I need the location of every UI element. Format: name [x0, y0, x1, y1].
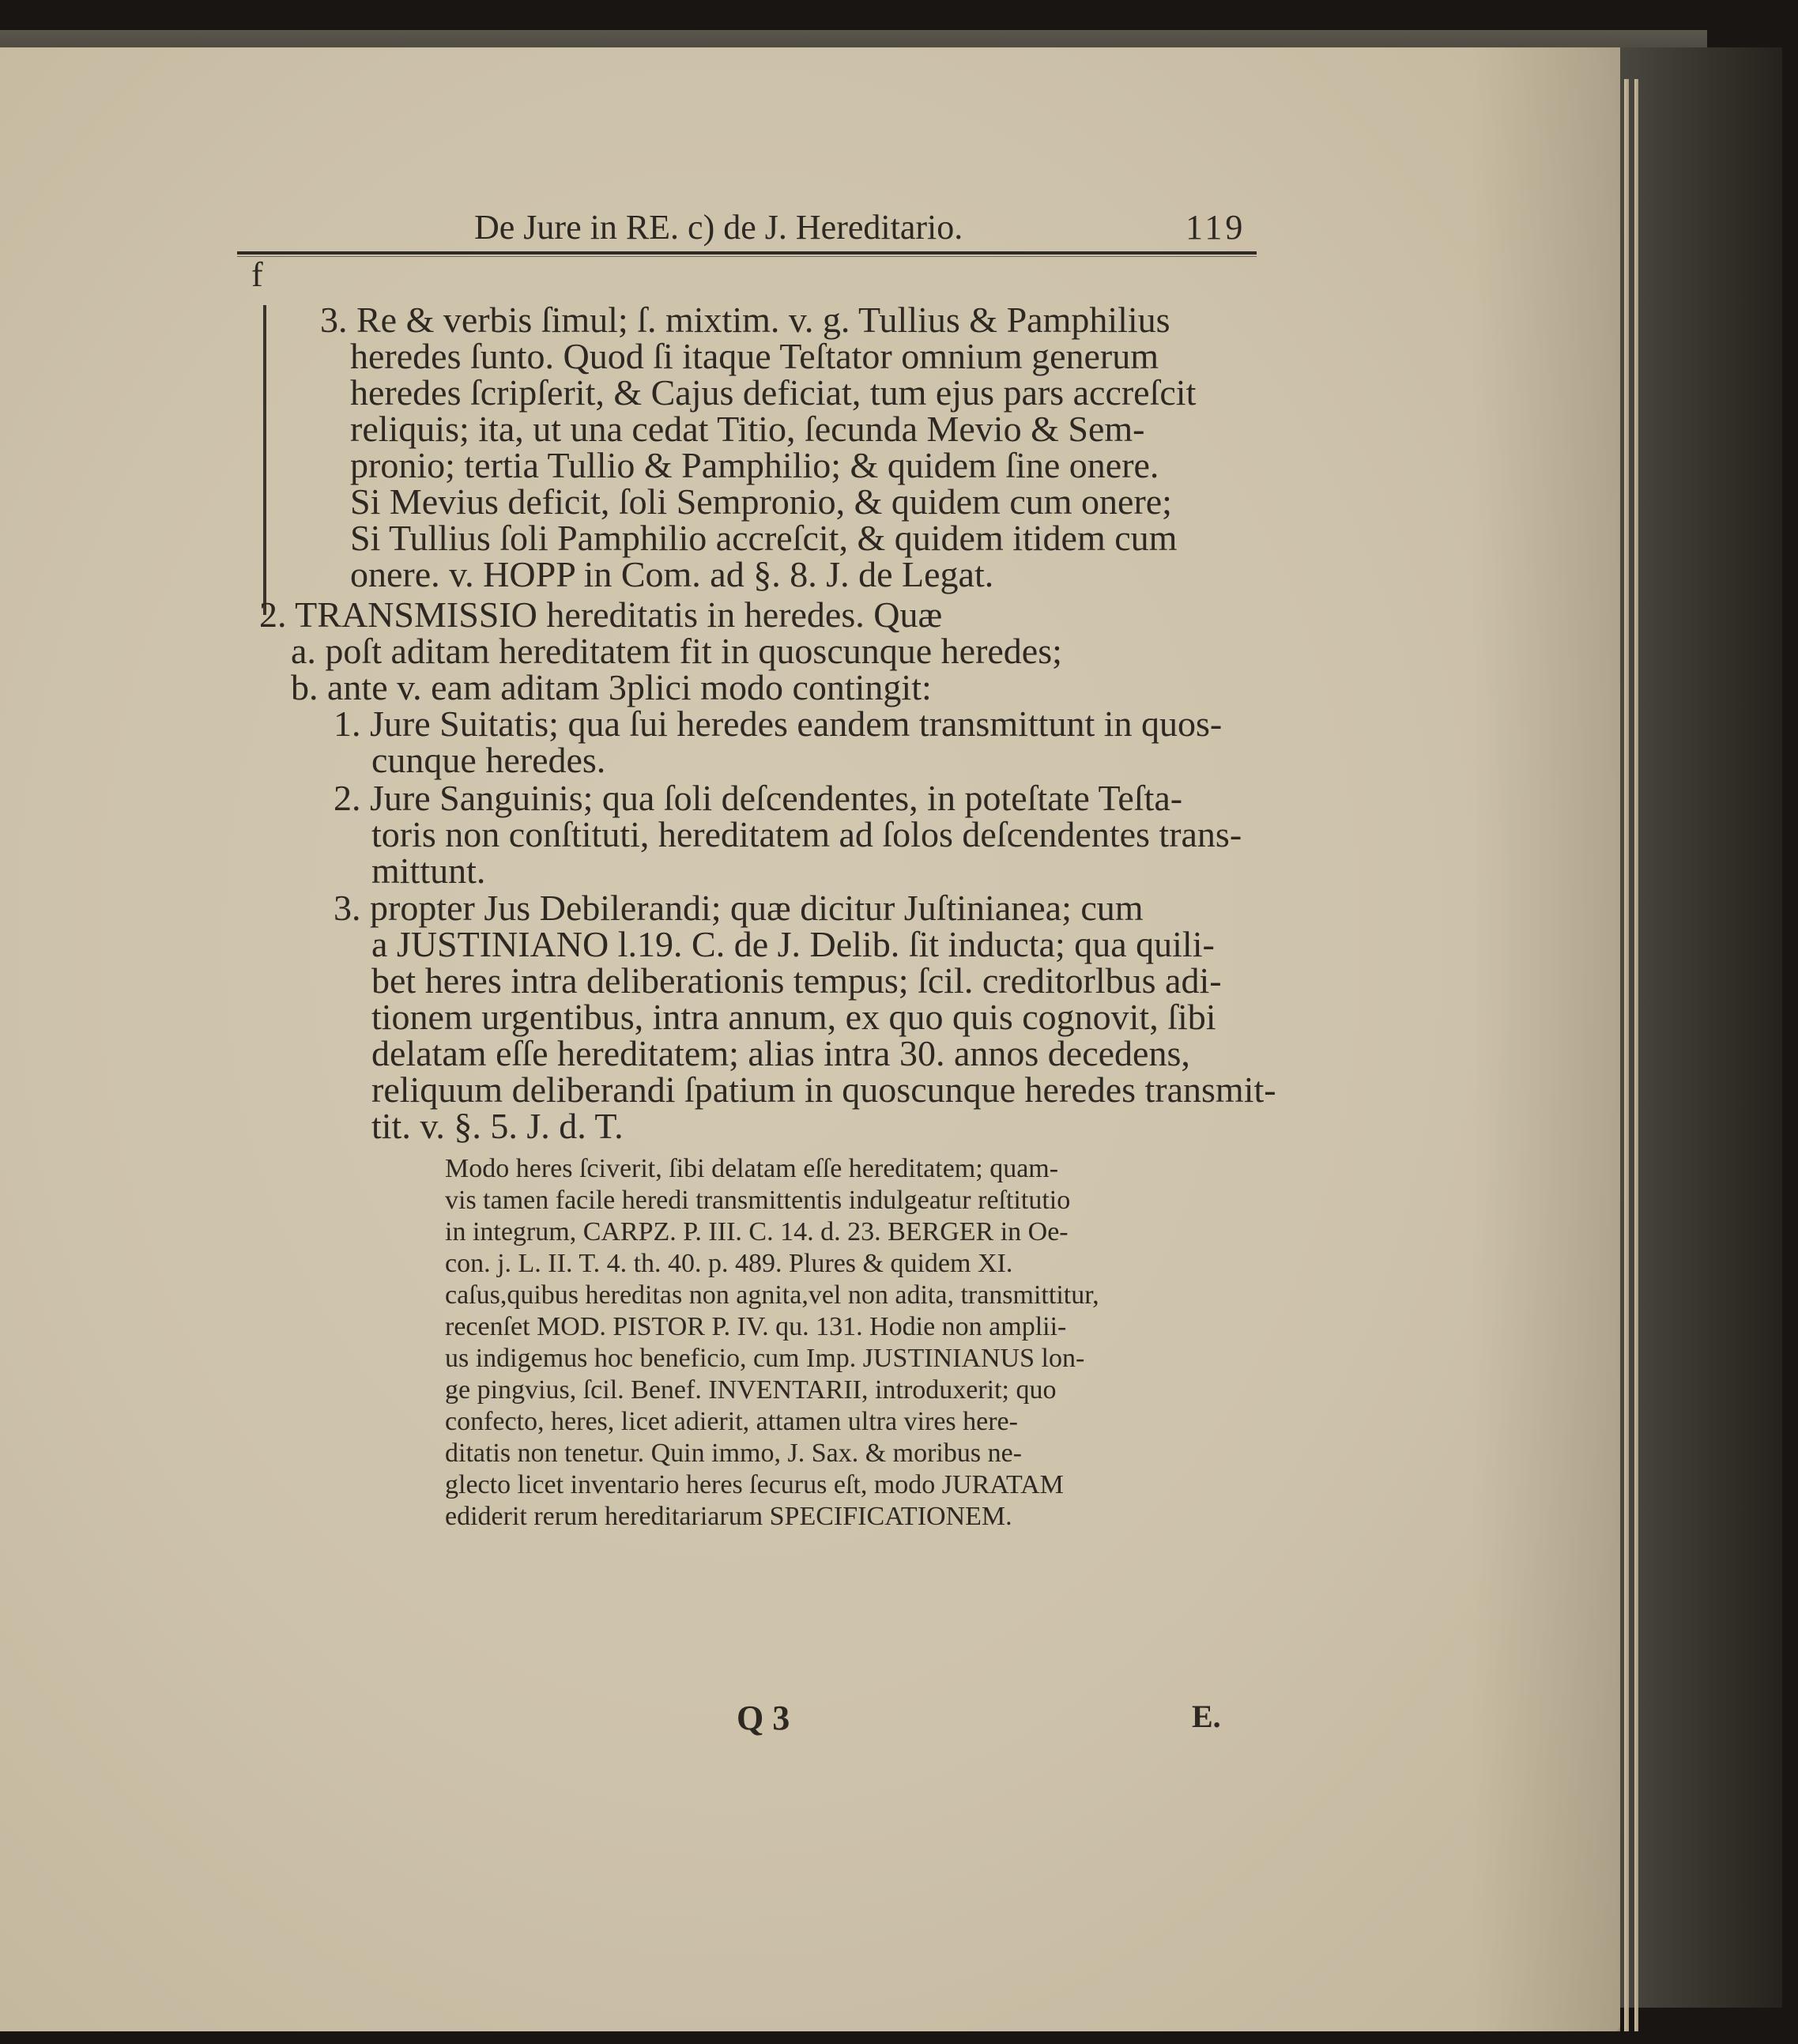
- text-line: 2. Jure Sanguinis; qua ſoli deſcendentes, in poteſtate Teſta-: [334, 778, 1183, 818]
- header-rule-thin: [237, 256, 1257, 257]
- text-line: tit. v. §. 5. J. d. T.: [371, 1106, 624, 1146]
- page-edge: [1624, 79, 1629, 2031]
- note-line: caſus,quibus hereditas non agnita,vel non adita, transmittitur,: [445, 1280, 1099, 1310]
- margin-mark: f: [251, 255, 263, 294]
- text-line: 1. Jure Suitatis; qua ſui heredes eandem transmittunt in quos-: [334, 703, 1223, 744]
- text-line: reliquis; ita, ut una cedat Titio, ſecunda Mevio & Sem-: [350, 409, 1145, 449]
- running-head-title: De Jure in RE. c) de J. Hereditario.: [474, 208, 963, 247]
- margin-bracket: [263, 305, 266, 615]
- text-line: toris non conſtituti, hereditatem ad ſolos deſcendentes trans-: [371, 814, 1242, 854]
- page-number: 119: [1185, 208, 1246, 247]
- text-line: Si Mevius deficit, ſoli Sempronio, & quidem cum onere;: [350, 481, 1172, 522]
- note-line: ediderit rerum hereditariarum SPECIFICATIONEM.: [445, 1502, 1012, 1531]
- text-line: 3. Re & verbis ſimul; ſ. mixtim. v. g. Tullius & Pamphilius: [320, 300, 1170, 340]
- note-line: Modo heres ſciverit, ſibi delatam eſſe hereditatem; quam-: [445, 1154, 1059, 1183]
- note-line: vis tamen facile heredi transmittentis indulgeatur reſtitutio: [445, 1186, 1071, 1215]
- book-cover-right-edge: [1620, 47, 1782, 2008]
- text-line: 3. propter Jus Debilerandi; quæ dicitur Juſtinianea; cum: [334, 888, 1144, 928]
- text-line: mittunt.: [371, 850, 486, 891]
- text-line: pronio; tertia Tullio & Pamphilio; & quidem ſine onere.: [350, 445, 1159, 485]
- text-line: heredes ſunto. Quod ſi itaque Teſtator omnium generum: [350, 336, 1159, 376]
- note-line: confecto, heres, licet adierit, attamen ultra vires here-: [445, 1407, 1018, 1436]
- signature-mark: Q 3: [737, 1699, 790, 1737]
- text-line: tionem urgentibus, intra annum, ex quo quis cognovit, ſibi: [371, 997, 1216, 1037]
- text-line: b. ante v. eam aditam 3plici modo contingit:: [291, 667, 932, 707]
- text-line: onere. v. HOPP in Com. ad §. 8. J. de Legat.: [350, 554, 994, 594]
- catchword: E.: [1192, 1699, 1221, 1734]
- note-line: ditatis non tenetur. Quin immo, J. Sax. & moribus ne-: [445, 1439, 1023, 1468]
- page-edge: [1634, 79, 1638, 2031]
- text-line: a JUSTINIANO l.19. C. de J. Delib. ſit inducta; qua quili-: [371, 924, 1215, 964]
- text-line: heredes ſcripſerit, & Cajus deficiat, tum ejus pars accreſcit: [350, 372, 1197, 413]
- note-line: recenſet MOD. PISTOR P. IV. qu. 131. Hodie non amplii-: [445, 1312, 1067, 1341]
- note-line: glecto licet inventario heres ſecurus eſt, modo JURATAM: [445, 1470, 1064, 1499]
- note-line: us indigemus hoc beneficio, cum Imp. JUSTINIANUS lon-: [445, 1344, 1085, 1373]
- text-line: delatam eſſe hereditatem; alias intra 30. annos decedens,: [371, 1033, 1190, 1073]
- text-line: bet heres intra deliberationis tempus; ſcil. creditorlbus adi-: [371, 960, 1222, 1001]
- note-line: con. j. L. II. T. 4. th. 40. p. 489. Plures & quidem XI.: [445, 1249, 1013, 1278]
- text-line: 2. TRANSMISSIO hereditatis in heredes. Quæ: [259, 594, 943, 635]
- note-line: ge pingvius, ſcil. Benef. INVENTARII, introduxerit; quo: [445, 1375, 1057, 1405]
- page-shadow: [1470, 47, 1620, 2031]
- text-line: reliquum deliberandi ſpatium in quoscunque heredes transmit-: [371, 1069, 1276, 1110]
- text-line: Si Tullius ſoli Pamphilio accreſcit, & quidem itidem cum: [350, 518, 1178, 558]
- text-line: cunque heredes.: [371, 740, 606, 780]
- text-line: a. poſt aditam hereditatem fit in quoscunque heredes;: [291, 631, 1062, 671]
- header-rule: [237, 251, 1257, 255]
- note-line: in integrum, CARPZ. P. III. C. 14. d. 23. BERGER in Oe-: [445, 1217, 1069, 1246]
